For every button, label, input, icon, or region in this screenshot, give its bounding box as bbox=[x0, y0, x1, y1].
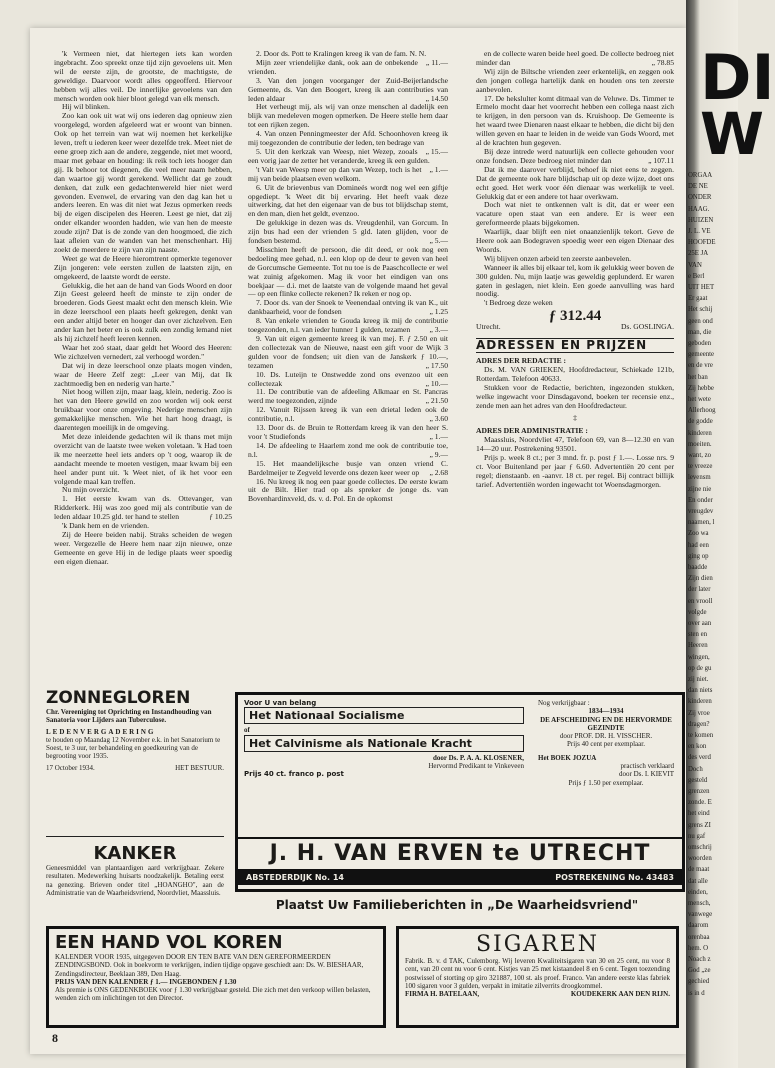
ad-erven-right4: door PROF. DR. H. VISSCHER. bbox=[559, 732, 653, 741]
total-amount: ƒ 312.44 bbox=[548, 308, 602, 325]
contribution-entry: 2. Door ds. Pott te Kralingen kreeg ik van de fam. N. N. „ 11.— bbox=[256, 49, 448, 67]
next-page-line: Doch bbox=[688, 765, 703, 773]
section-title: ADRESSEN EN PRIJZEN bbox=[476, 338, 674, 353]
contribution-entry: 13. Door ds. de Bruin te Rotterdam kreeg ik van den heer S. voor 't Studiefonds „ 1.— bbox=[248, 423, 448, 441]
ad-koren-body2: Als premie is ONS GEDENKBOEK voor ƒ 1.30 verkrijgbaar gesteld. Die zich met den verkoop willen belasten, wenden zich om inlichtingen tot den Director. bbox=[55, 986, 371, 1003]
next-page-line: Zij vroe bbox=[688, 709, 710, 717]
contribution-entry: 14. De afdeeling te Haarlem zond me ook de contributie toe, n.l. „ 9.— bbox=[248, 440, 448, 459]
next-page-line: gechied bbox=[688, 978, 710, 986]
paragraph: Met deze inleidende gedachten wil ik thans met mijn overzicht van de laatste twee weken voletaan. 'k Had toen ik me neerzette heel iets anders op 't oog, waarop ik de aandacht meende te moeten vestigen, maar kwam bij een heel ander punt uit. 'k Weet niet, of ik het voor een volgende maal kan treffen. bbox=[54, 431, 232, 486]
paragraph: Gelukkig, die het aan de hand van Gods Woord en door Zijn Geest geleerd heeft de minste te zijn onder de broederen. Gods Geest maakt echt den mensch klein. Wie in deze leerschool een plaats heeft gekregen, denkt van een ander altijd beter en hooger dan over zichzelven. Een ander kan het beter en is ook zulk een zondig lemand niet als hij zichzelf heeft leeren kennen. bbox=[54, 280, 232, 343]
next-page-line: HAAG. bbox=[688, 205, 710, 213]
contribution-entry-amount: „ 3.— bbox=[429, 325, 448, 335]
next-page-line: ONDER bbox=[688, 194, 712, 202]
paragraph: Doch wat niet te ontkennen valt is dit, dat er weer een vacature open staat van een andere. Er is weer een gereformeerde plaats bijgekomen. bbox=[476, 200, 674, 228]
next-page-line: grenzen bbox=[688, 788, 710, 795]
next-page-line: moeiten. bbox=[688, 440, 712, 448]
next-page-line: des verd bbox=[688, 754, 711, 762]
next-page-line: naamen, l bbox=[688, 519, 715, 527]
masthead-fragment-2: W bbox=[700, 100, 764, 168]
next-page-line: baadde bbox=[688, 564, 708, 571]
next-page-line: daarom bbox=[688, 922, 709, 930]
next-page-line: dat alle bbox=[688, 877, 708, 885]
next-page-line: zij niet. bbox=[688, 676, 709, 683]
administratie-label: ADRES DER ADMINISTRATIE : bbox=[476, 426, 588, 436]
contribution-entry: 6. Uit de brievenbus van Domineés wordt nog wel een giftje opgediept. 'k Weet dit bij ervaring. Het heeft vaak deze uitwerking, dat het den eigenaar van de bus tot blijdschap stemt, en den man, dien het geldt, evenzoo. bbox=[248, 182, 448, 219]
next-page-line: ging op bbox=[688, 552, 709, 560]
ad-erven-right9: Prijs ƒ 1.50 per exemplaar. bbox=[568, 778, 644, 787]
next-page-line: nu gaf bbox=[688, 832, 706, 840]
place: Utrecht. bbox=[476, 322, 501, 332]
ad-sigaren-title: SIGAREN bbox=[475, 932, 600, 957]
next-page-line: Noach z bbox=[688, 956, 711, 963]
next-page-line: het wete bbox=[688, 396, 711, 403]
ad-erven-author: door Ds. P. A. A. KLOSENER, bbox=[432, 753, 524, 762]
contribution-entry-amount: „ 1.— bbox=[429, 164, 448, 174]
ad-erven-book2: Het Calvinisme als Nationale Kracht bbox=[244, 735, 524, 752]
ad-zonnegloren-sub: Chr. Vereeniging tot Oprichting en Instandhouding van Sanatoria voor Lijders aan Tuberculose. bbox=[46, 708, 212, 725]
contribution-entry: Het verheugt mij, als wij van onze menschen al dadelijk een blijk van medeleven mogen opmerken. De Heere stelle hem daar tot een rijken zegen. bbox=[248, 102, 448, 130]
next-page-line: Zijn dien bbox=[688, 575, 713, 583]
ad-koren-title: EEN HAND VOL KOREN bbox=[55, 932, 283, 953]
contribution-entry: 15. Het maandelijksche busje van onzen vriend C. Bardelmeijer te Zegveld leverde ons dezen keer weer op „ 2.68 bbox=[248, 458, 448, 477]
paragraph: en de collecte waren beide heel goed. De collecte bedroeg niet minder dan „ 78.85 bbox=[476, 49, 674, 67]
next-page-line: DE NE bbox=[688, 183, 708, 191]
next-page-line: en kon bbox=[688, 743, 707, 751]
ad-koren-body: KALENDER VOOR 1935, uitgegeven DOOR EN TEN BATE VAN DEN GEREFORMEERDEN ZENDINGSBOND. Ook in boekvorm te verkrijgen, indien tijdige opgave geschiedt aan: Ds. W. BIESHAAR, Zendingsdirecteur, Beeklaan 389, Den Haag. bbox=[55, 953, 364, 978]
paragraph: Weet ge wat de Heere hieromtrent opmerkte tegenover Zijn jongeren: vele eersten zullen de laatsten zijn, en omgekeerd, de laatste wordt de eerste. bbox=[54, 253, 232, 281]
next-page-line: de maat bbox=[688, 866, 710, 874]
ad-erven-post: POSTREKENING No. 43483 bbox=[555, 872, 674, 882]
divider-ornament: ‡ bbox=[573, 413, 577, 423]
next-page-line: hem. O bbox=[688, 944, 709, 952]
ad-sigaren-sign1: FIRMA H. BATELAAN, bbox=[405, 990, 480, 999]
ad-erven-right5: Prijs 40 cent per exemplaar. bbox=[567, 740, 645, 749]
paragraph: Wanneer ik alles bij elkaar tel, kom ik gelukkig weer boven de 300 gulden. Nu, mijn laatje was geweldig geplunderd. Er waren gaten in geslagen, niet klein. Een goede aanvulling was hard noodig. bbox=[476, 262, 675, 299]
ad-erven-top: Voor U van belang bbox=[244, 699, 317, 707]
ad-zonnegloren-body: te houden op Maandag 12 November e.k. in het Sanatorium te Soest, te 3 uur, ter behandeling en goedkeuring van de begrooting voor 1935. bbox=[46, 735, 221, 761]
ad-hand-vol-koren bbox=[46, 926, 386, 1028]
contribution-entry-amount: „ 11.— bbox=[425, 57, 448, 67]
paragraph: Dat wij in deze leerschool onze plaats mogen vinden, waar de Heere Zelf zegt: „Leer van Mij, dat Ik zachtmoedig ben en nederig van harte." bbox=[54, 360, 232, 388]
next-page-line: en de vre bbox=[688, 362, 713, 370]
next-page-line: geboden bbox=[688, 340, 712, 347]
ad-zonnegloren-sign: HET BESTUUR. bbox=[175, 763, 224, 772]
next-page-line: op de gu bbox=[688, 664, 712, 672]
page-number: 8 bbox=[52, 1031, 58, 1045]
contribution-entry: 10. Ds. Luteijn te Onstwedde zond ons evenzoo uit een collectezak „ 10.— bbox=[248, 369, 448, 388]
paragraph: Hij wil blinken. bbox=[62, 102, 110, 112]
next-page-line: het eind bbox=[688, 810, 710, 818]
next-page-line: vanwege bbox=[688, 911, 713, 919]
next-page-line: grens ZI bbox=[688, 821, 711, 829]
contribution-entry-amount: „ 1.— bbox=[429, 431, 448, 441]
paragraph: Zij de Heere beiden nabij. Straks scheiden de wegen weer. Vergezelle de Heere hem naar zijn nieuwe, onze Gemeente en geve Hij in de ledige plaats weer spoedig een eigen dienaar. bbox=[54, 529, 232, 566]
next-page-line: over aan bbox=[688, 620, 712, 627]
next-page-line: sten en bbox=[688, 631, 708, 639]
contribution-entry-amount: „ 21.50 bbox=[425, 396, 448, 406]
ad-familieberichten: Plaatst Uw Familieberichten in „De Waarheidsvriend" bbox=[275, 898, 639, 912]
next-page-edge bbox=[686, 0, 775, 1068]
paragraph: Bij deze intrede werd natuurlijk een collecte gehouden voor onze fondsen. Deze bedroeg niet minder dan „ 107.11 bbox=[476, 146, 674, 165]
next-page-line: VAN bbox=[688, 261, 702, 269]
next-page-line: e Berl bbox=[688, 272, 705, 280]
redactie-label: ADRES DER REDACTIE : bbox=[476, 356, 567, 365]
column-1 bbox=[54, 50, 232, 690]
contribution-entry: Mijn zeer vriendelijke dank, ook aan de onbekende vrienden. bbox=[248, 57, 418, 76]
contribution-entry-amount: „ 14.50 bbox=[425, 93, 448, 103]
contribution-entry: De gelukkige in dezen was ds. Vreugdenhil, van Gorcum. In zijn bus had een der vrienden 5 gld. laten glijden, voor de fondsen bestemd. „ 5.— bbox=[248, 218, 448, 246]
next-page-line: Zoo wa bbox=[688, 530, 709, 538]
paragraph: Niet hoog willen zijn, maar laag, klein, nederig. Zoo is het van den Heere gewild en zoo worden wij ook eerst bruikbaar voor onze omgeving. Nederige menschen zijn gemakkelijke menschen. Wie het hart hoog draagt, is daarentegen moeilijk in de omgeving. bbox=[54, 387, 232, 433]
masthead-fragment-1: DI bbox=[700, 41, 775, 114]
paragraph: Nu mijn overzicht. bbox=[62, 485, 120, 495]
administratie-address: Maassluis, Noordvliet 47, Telefoon 69, van 8—12.30 en van 14—20 uur. Postrekening 93501. bbox=[476, 435, 674, 454]
ad-van-erven bbox=[235, 692, 685, 892]
next-page-line: geen ond bbox=[688, 317, 713, 325]
next-page-line: want, zo bbox=[688, 452, 712, 459]
signature: Ds. GOSLINGA. bbox=[621, 322, 674, 332]
ad-erven-author2: Hervormd Predikant te Vinkeveen bbox=[428, 761, 524, 770]
ad-kanker-title: KANKER bbox=[93, 843, 177, 864]
next-page-line: Er gaat bbox=[688, 295, 708, 303]
ad-erven-right bbox=[538, 699, 674, 787]
next-page-line: volgde bbox=[688, 608, 707, 616]
column-2 bbox=[248, 50, 448, 690]
ad-zonnegloren-title: ZONNEGLOREN bbox=[46, 688, 191, 708]
next-page-line: levensm bbox=[688, 474, 711, 482]
paragraph: Waarlijk, daar blijft een niet onaanzienlijk tekort. Geve de Heere ook aan Bodegraven spoedig weer een eigen Dienaar des Woords. bbox=[476, 227, 674, 254]
signature-line bbox=[476, 323, 674, 332]
paragraph: Zoo kan ook uit wat wij ons iederen dag opnieuw zien voorgelegd, worden afgeleerd wat er woont van binnen. Ook op het terrein van wat wij noemen het kerkelijke leven, treft u iederen keer weer dezelfde trek. Meet niet de eene groep zich aan de andere, zeggende, niet met woord, maar met gebaar en houding: ik reik toch iets hooger dan gij. Ik behoor tot diegenen, die veel meer naam hebben, dan waartoe gij wordt gerekend. Wellicht dat ge zoudt denken, dat zulk een gedachtenwereld hier niet werd gevonden. Evenwel, de ervaring van den dag kan het u anders leeren. En was dit niet wat Jezus opmerken reeds bij de eigen discipelen des Heeren. Leest ge niet, dat zij onder elkander woorden hadden, wie van hen de meeste zoude zijn? Dat is de zonde van den hoogmoed, die zich laat afleien van de wanden van het menschenhart. Hij zoekt de meerdere te zijn van zijn naaste. bbox=[54, 111, 232, 254]
contribution-entry: 1. Het eerste kwam van ds. Ottevanger, van Ridderkerk. Hij was zoo goed mij als contributie van de leden aldaar 10.25 gld. ter hand te stellen ƒ 10.25 bbox=[54, 494, 232, 522]
next-page-line: der later bbox=[688, 586, 711, 594]
contribution-entry: 16. Nu kreeg ik nog een paar goede collectes. De eerste kwam uit de Bilt. Hier trad op als spreker de jonge ds. van Bovenhardinxveld, ds. v. d. Pol. En de opkomst bbox=[248, 476, 448, 504]
next-page-line: ORGAA bbox=[688, 172, 713, 179]
ad-sigaren-footer bbox=[405, 990, 670, 998]
contribution-entry-amount: „ 15.— bbox=[425, 146, 448, 156]
contribution-entry: 5. Uit den kerkzak van Weesp, niet Wezep, zooals een vorig jaar de zetter het veranderde, kreeg ik een gulden. „ 1.— bbox=[248, 146, 448, 174]
paragraph: Dat ik me daarover verblijd, behoef ik niet eens te zeggen. Dat de gemeente ook hare blijdschap uit op deze wijze, doet ons echt goed. Het werk voor één dienaar was werkelijk te veel. Gelukkig dat er een andere tot haar overkwam. bbox=[476, 164, 674, 201]
ad-erven-right3: DE AFSCHEIDING EN DE HERVORMDE GEZINDTE bbox=[540, 715, 672, 732]
next-page-line: te vreeze bbox=[688, 463, 713, 471]
contribution-entry: 7. Door ds. van der Snoek te Veenendaal ontving ik van K., uit dankbaarheid, voor de fondsen „ 1.25 bbox=[248, 298, 448, 317]
ad-erven-book1: Het Nationaal Socialisme bbox=[244, 707, 524, 724]
contribution-entry: 4. Van onzen Penningmeester der Afd. Schoonhoven kreeg ik mij toegezonden de contributie der leden, ten bedrage van „ 15.— bbox=[248, 129, 448, 156]
amount: „ 107.11 bbox=[648, 155, 674, 165]
next-page-line: 25E JA bbox=[688, 250, 709, 258]
ad-erven-right1: Nog verkrijgbaar : bbox=[538, 699, 590, 707]
contribution-entry: 3. Van den jongen voorganger der Zuid-Beijerlandsche Gemeente, ds. Van den Boogert, kreeg ik aan contributies van leden aldaar „ 14.50 bbox=[248, 75, 448, 103]
ad-sigaren-body: Fabrik. B. v. d TAK, Culemborg. Wij leveren Kwaliteitsigaren van 30 en 25 cent, nu voor 8 cent, van 20 cent nu voor 6 cent. Kistjes van 25 met kistaandeel 8 en 6 cent. Tegen toezending postwissel of storting op giro 321887, 100 st. als proef. Franco. Van andere eerste klas fabriek 100 sigaren voor 3 gulden, verpakt in imitatie zilverrits droogkommel. bbox=[405, 957, 670, 990]
redactie-address: Ds. M. VAN GRIEKEN, Hoofdredacteur, Schiekade 121b, Rotterdam. Telefoon 40633. bbox=[476, 364, 674, 383]
ad-kanker-body: Geneesmiddel van plantaardigen aard verkrijgbaar. Zekere resultaten. Medewerking huisarts noodzakelijk. Betaling eerst na genezing. Brieven onder titel „HOANGHO", aan de Administratie van de Waarheidsvriend, Noordvliet, Maassluis. bbox=[46, 864, 224, 897]
next-page-line: kinderen bbox=[688, 429, 712, 437]
contribution-entry-amount: ƒ 10.25 bbox=[209, 512, 232, 522]
next-page-line: woorden bbox=[688, 855, 712, 863]
next-page-line: dragen? bbox=[688, 720, 710, 728]
ad-kanker bbox=[46, 843, 224, 929]
ad-koren-price: PRIJS VAN DEN KALENDER ƒ 1.— INGEBONDEN ƒ 1.30 bbox=[55, 977, 237, 986]
ad-sigaren-sign2: KOUDEKERK AAN DEN RIJN. bbox=[570, 990, 670, 999]
next-page-line: wingen, bbox=[688, 653, 710, 661]
contribution-entry-amount: „ 3.60 bbox=[429, 414, 448, 424]
next-page-line: Zij hebbe bbox=[688, 384, 714, 392]
next-page-line: en vrooll bbox=[688, 597, 713, 605]
ad-zonnegloren-footer bbox=[46, 764, 224, 772]
paragraph: 'k Vermeen niet, dat hiertegen iets kan worden ingebracht. Zoo spreekt onze tijd zijn gevoelens uit. Men wil de eerste zijn, de grootste, de machtigste, de geweldige. Daarvoor wordt alles opgeofferd. Hiervoor hebben wij alles veil. De innerlijke gevoelens van den mensch worden ook hier bloot gelegd van elk mensch. bbox=[54, 49, 232, 103]
paragraph: Wij zijn de Biltsche vrienden zeer erkentelijk, en zeggen ook den jongen collega hartelijk dank en houden ons ten zeerste aanbevolen. bbox=[476, 66, 674, 94]
ad-erven-right2: 1834—1934 bbox=[588, 707, 624, 716]
next-page-line: had een bbox=[688, 541, 709, 549]
ad-sigaren bbox=[396, 926, 679, 1028]
contribution-entry: 12. Vanuit Rijssen kreeg ik van een drietal leden ook de contributie, n.l. „ 3.60 bbox=[248, 405, 448, 424]
ad-erven-divider bbox=[238, 837, 682, 839]
paragraph: Wij blijven onzen arbeid ten zeerste aanbevelen. bbox=[484, 253, 632, 263]
ad-zonnegloren-date: 17 October 1934. bbox=[46, 763, 95, 772]
next-page-line: zonde. E bbox=[688, 799, 712, 807]
next-page-line: einden, bbox=[688, 888, 708, 896]
next-page-line: man, die bbox=[688, 328, 712, 336]
contribution-entry: Misschien heeft de persoon, die dit deed, er ook nog een bedoeling mee gehad, n.l. een klop op de deur te geven van heel de Gorcumsche Gemeente. Tot nu toe is de Paaschcollecte er wel wat zuinig afgekomen. Mag ik voor het eindigen van ons boekjaar — d.i. met de laatste van de volgende maand het geval — op een flinke collecte rekenen? Ik reken er nog op. bbox=[248, 244, 448, 299]
administratie-prices: Prijs p. week 8 ct.; per 3 mnd. fr. p. post ƒ 1.—. Losse nrs. 9 ct. Voor Buitenland per jaar ƒ 6.60. Advertentiën 20 cent per regel; dienstaanb. en -aanvr. 18 ct. per regel. Bij contract billijk tarief. Advertentiën worden ingewacht tot Woensdagmorgen. bbox=[476, 453, 674, 489]
contribution-entry: 9. Van uit eigen gemeente kreeg ik van mej. F. ƒ 2.50 en uit den collectezak van de Nieuwe, naast een gift voor de Wijk 3 gulden voor de fondsen; uit dien van de Janskerk ƒ 10.—, tezamen „ 17.50 bbox=[248, 334, 448, 370]
contribution-entry: 'k Dank hem en de vrienden. bbox=[62, 521, 149, 531]
newspaper-page bbox=[30, 28, 686, 1054]
next-page-line: dan niets bbox=[688, 687, 713, 695]
next-page-line: de godde bbox=[688, 418, 713, 426]
next-page-line: En onder bbox=[688, 496, 713, 504]
next-page-line: gesteld bbox=[688, 776, 708, 784]
next-page-line: het ban bbox=[688, 373, 708, 381]
ad-erven-right6: Het BOEK JOZUA bbox=[538, 753, 597, 762]
next-page-line: zijne nie bbox=[688, 485, 712, 493]
ad-erven-name: J. H. VAN ERVEN te UTRECHT bbox=[269, 841, 651, 866]
ad-erven-right7: practisch verklaard bbox=[620, 762, 674, 771]
next-page-line: te komen bbox=[688, 732, 714, 739]
next-page-line: HUIZEN bbox=[688, 216, 714, 224]
paragraph: Waar het zoó staat, daar geldt het Woord des Heeren: Wie zichzelven vernedert, zal verhoogd worden." bbox=[54, 342, 232, 361]
amount: „ 78.85 bbox=[651, 57, 674, 67]
next-page-line: J. L. VE bbox=[688, 228, 711, 235]
ad-erven-right8: door Ds. I. KIEVIT bbox=[618, 770, 674, 779]
next-page-line: Het schij bbox=[688, 306, 713, 314]
contribution-entry: 8. Van enkele vrienden te Gouda kreeg ik mij de contributie toegezonden, n.l. van ieder hunner 1 gulden, tezamen „ 3.— bbox=[248, 316, 448, 335]
next-page-line: vreugdev bbox=[688, 508, 714, 515]
contribution-entry-amount: „ 5.— bbox=[429, 236, 448, 246]
column-3 bbox=[476, 50, 674, 690]
contribution-entry: 't Valt van Weesp meer op dan van Wezep, toch is het mij van beide plaatsen even welkom. bbox=[248, 164, 422, 183]
next-page-line: God „ze bbox=[688, 967, 711, 975]
next-page-line: gemeente bbox=[688, 351, 715, 359]
ad-zonnegloren bbox=[46, 688, 224, 837]
next-page-line: HOOFDE bbox=[688, 239, 716, 247]
contribution-entry-amount: „ 9.— bbox=[429, 449, 448, 459]
next-page-line: Heeren bbox=[688, 642, 708, 650]
next-page-line: orenbaa bbox=[688, 933, 710, 941]
column-3-text bbox=[476, 50, 674, 299]
contribution-entry-amount: „ 10.— bbox=[425, 378, 448, 388]
paragraph: 17. De hekslulter komt ditmaal van de Veluwe. Ds. Timmer te Ermelo mocht daar het voorrecht hebben een collega naast zich te krijgen, in den persoon van ds. Kruishoop. De Gemeente is het waard twee Dienaren naast elkaar te hebben, die dicht bij den willen geven en haar te leiden in de weide van Gods Woord, met al de krachten hun gegeven. bbox=[476, 93, 674, 148]
ad-erven-bar bbox=[238, 869, 682, 885]
next-page-line: mensch, bbox=[688, 900, 711, 907]
contribution-entry-amount: „ 17.50 bbox=[425, 360, 448, 370]
contribution-entry-amount: „ 2.68 bbox=[429, 467, 448, 477]
next-page-line: Allerhoog bbox=[688, 407, 716, 415]
ad-zonnegloren-head: LEDENVERGADERING bbox=[46, 727, 156, 736]
redactie-note: Stukken voor de Redactie, berichten, ingezonden stukken, welke ingewacht voor Dinsdagavond, boeken ter recensie enz., zende men aan het adres van den Hoofdredacteur. bbox=[476, 382, 674, 410]
next-page-line: kinderen bbox=[688, 698, 712, 706]
ad-erven-addr: ABSTEDERDIJK No. 14 bbox=[246, 872, 344, 882]
contribution-entry: 11. De contributie van de afdeeling Alkmaar en St. Pancras werd me toegezonden, zijnde „ 21.50 bbox=[248, 387, 448, 406]
contribution-entry-amount: „ 1.25 bbox=[429, 307, 448, 317]
ad-erven-price: Prijs 40 ct. franco p. post bbox=[244, 770, 344, 779]
next-page-line: omschrij bbox=[688, 844, 712, 851]
ad-erven-of: of bbox=[244, 726, 250, 735]
next-page-line: UIT HET bbox=[688, 284, 715, 291]
total-label: 't Bedroeg deze weken bbox=[484, 298, 553, 308]
next-page-line: is in d bbox=[688, 989, 705, 997]
